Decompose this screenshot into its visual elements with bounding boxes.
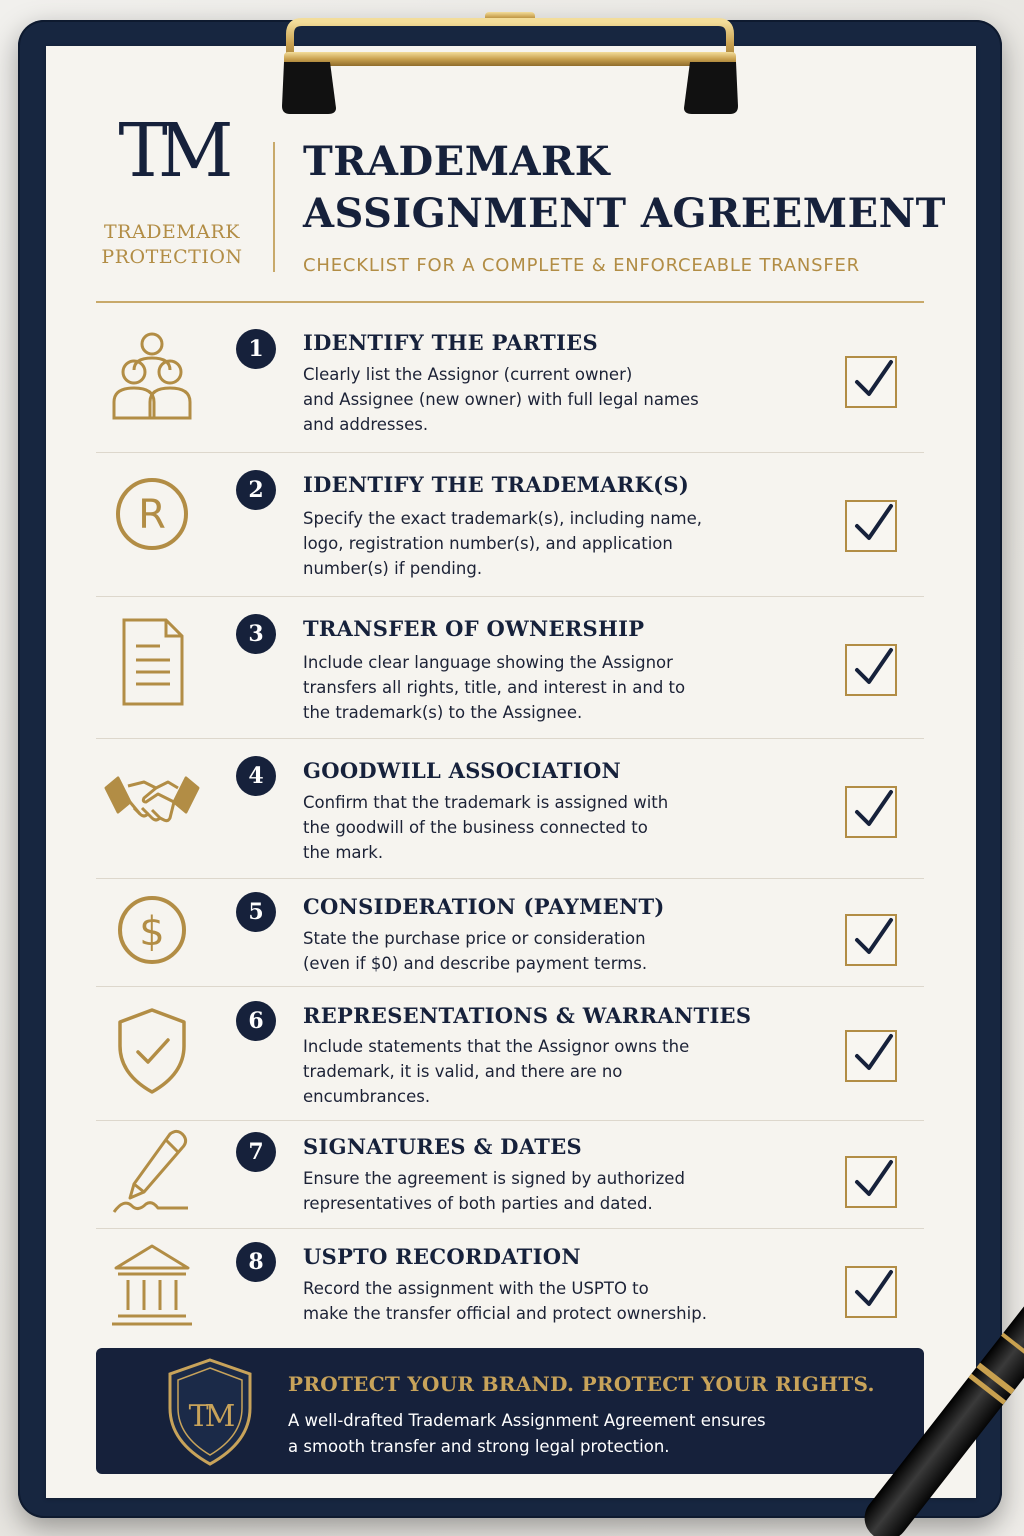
checkmark-icon — [851, 352, 897, 404]
page-subtitle: CHECKLIST FOR A COMPLETE & ENFORCEABLE TRANSFER — [303, 255, 860, 276]
item-description: Specify the exact trademark(s), including name, logo, registration number(s), and application number(s) if pending. — [303, 509, 703, 578]
page-title: TRADEMARK ASSIGNMENT AGREEMENT — [303, 138, 946, 237]
checkbox-checked[interactable] — [845, 500, 897, 552]
item-title: TRANSFER OF OWNERSHIP — [303, 616, 645, 641]
checkbox-checked[interactable] — [845, 786, 897, 838]
dollar-icon — [104, 882, 200, 978]
item-description: Record the assignment with the USPTO to make the transfer official and protect ownership. — [303, 1279, 707, 1323]
checkbox-checked[interactable] — [845, 356, 897, 408]
checkbox-checked[interactable] — [845, 914, 897, 966]
svg-text:R: R — [138, 492, 166, 538]
item-description: Include statements that the Assignor owns the trademark, it is valid, and there are no encumbrances. — [303, 1037, 690, 1106]
registered-icon — [104, 466, 200, 562]
pen-signature-icon — [104, 1124, 200, 1220]
shield-check-icon — [104, 1002, 200, 1098]
checkmark-icon — [851, 496, 897, 548]
checkmark-icon — [851, 910, 897, 962]
checkbox-checked[interactable] — [845, 1156, 897, 1208]
tm-shield-icon — [162, 1356, 258, 1468]
logo-text: TRADEMARK PROTECTION — [101, 221, 243, 268]
document-icon — [104, 614, 200, 710]
checkmark-icon — [851, 1152, 897, 1204]
item-number: 8 — [236, 1242, 276, 1282]
courthouse-icon — [104, 1238, 200, 1334]
item-number: 2 — [236, 470, 276, 510]
item-description: State the purchase price or consideration (even if $0) and describe payment terms. — [303, 929, 648, 973]
item-title: REPRESENTATIONS & WARRANTIES — [303, 1003, 752, 1028]
logo-mark: TM — [118, 108, 224, 194]
item-number: 5 — [236, 892, 276, 932]
item-number: 1 — [236, 329, 276, 369]
item-description: Include clear language showing the Assignor transfers all rights, title, and interest in and to the trademark(s) to the Assignee. — [303, 653, 686, 722]
checklist-item-3 — [96, 596, 924, 739]
item-title: GOODWILL ASSOCIATION — [303, 758, 622, 783]
banner-headline: PROTECT YOUR BRAND. PROTECT YOUR RIGHTS. — [288, 1372, 875, 1396]
checklist-item-2 — [96, 452, 924, 597]
item-number: 6 — [236, 1001, 276, 1041]
checklist-item-4 — [96, 738, 924, 879]
item-number: 4 — [236, 756, 276, 796]
checklist-item-7 — [96, 1120, 924, 1229]
checkmark-icon — [851, 1026, 897, 1078]
checklist-item-1 — [96, 312, 924, 453]
checklist-item-6 — [96, 986, 924, 1121]
item-description: Ensure the agreement is signed by authorized representatives of both parties and dated. — [303, 1169, 685, 1213]
item-description: Confirm that the trademark is assigned with the goodwill of the business connected to the mark. — [303, 793, 669, 862]
checkbox-checked[interactable] — [845, 1030, 897, 1082]
people-icon — [104, 326, 200, 422]
item-title: CONSIDERATION (PAYMENT) — [303, 894, 665, 919]
banner-text: A well-drafted Trademark Assignment Agreement ensures a smooth transfer and strong legal protection. — [288, 1411, 766, 1456]
svg-text:$: $ — [139, 909, 165, 955]
header-divider — [273, 142, 275, 272]
header-rule — [96, 301, 924, 303]
item-title: IDENTIFY THE PARTIES — [303, 330, 598, 355]
checkmark-icon — [851, 640, 897, 692]
item-title: USPTO RECORDATION — [303, 1244, 581, 1269]
item-description: Clearly list the Assignor (current owner) and Assignee (new owner) with full legal names and addresses. — [303, 365, 699, 434]
item-number: 3 — [236, 614, 276, 654]
clipboard-clip — [270, 8, 750, 118]
item-title: SIGNATURES & DATES — [303, 1134, 582, 1159]
handshake-icon — [104, 752, 200, 848]
checkbox-checked[interactable] — [845, 644, 897, 696]
item-title: IDENTIFY THE TRADEMARK(S) — [303, 472, 690, 497]
shield-mark-text: TM — [188, 1399, 232, 1434]
checklist-item-5 — [96, 878, 924, 987]
checkmark-icon — [851, 782, 897, 834]
item-number: 7 — [236, 1132, 276, 1172]
fountain-pen — [800, 1268, 1024, 1536]
